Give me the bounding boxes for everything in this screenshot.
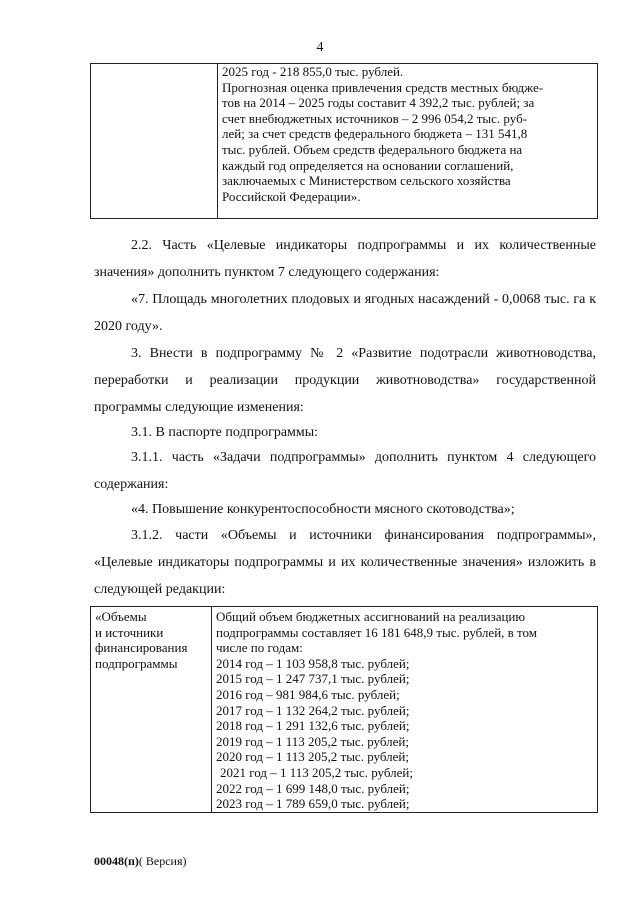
table-line: 2022 год – 1 699 148,0 тыс. рублей; [216, 780, 410, 796]
table-cell-right [218, 64, 598, 219]
table-line: Общий объем бюджетных ассигнований на реализацию [216, 609, 526, 624]
table-line: лей; за счет средств федерального бюджета – 131 541,8 [222, 126, 528, 142]
paragraph-text: 3. Внести в подпрограмму № 2 «Развитие подотрасли животноводства, переработки и реализации продукции животноводства» государственной программы следующие изменения: [94, 346, 596, 415]
table-line: 2023 год – 1 789 659,0 тыс. рублей; [216, 796, 410, 812]
paragraph-text: 3.1.1. часть «Задачи подпрограммы» дополнить пунктом 4 следующего содержания: [94, 450, 596, 492]
document-footer [94, 854, 187, 869]
paragraph-item-7 [94, 286, 596, 340]
table-line: финансирования [95, 640, 188, 656]
table-line: тыс. рублей. Объем средств федерального бюджета на [222, 141, 523, 157]
paragraph-3-1-1 [94, 444, 596, 498]
table-line: счет внебюджетных источников – 2 996 054,2 тыс. руб- [222, 110, 528, 126]
table-line: заключаемых с Министерством сельского хозяйства [222, 173, 511, 189]
table-line: подпрограммы составляет 16 181 648,9 тыс. рублей, в том [216, 624, 538, 640]
table-line: числе по годам: [216, 640, 303, 656]
table-line: 2014 год – 1 103 958,8 тыс. рублей; [216, 655, 410, 671]
footer-code: 00048(п) [94, 854, 139, 868]
table-row [91, 64, 598, 219]
table-line: Прогнозная оценка привлечения средств местных бюдже- [222, 79, 544, 95]
paragraph-2-2 [94, 232, 596, 286]
table-cell-left [91, 607, 212, 813]
paragraph-text: 3.1.2. части «Объемы и источники финансирования подпрограммы», «Целевые индикаторы подпрограммы и их количественные значения» изложить в следующей редакции: [94, 528, 596, 597]
paragraph-text: 3.1. В паспорте подпрограммы: [131, 425, 319, 440]
paragraph-3-1 [94, 419, 596, 446]
table-line: подпрограммы [95, 655, 178, 671]
table-line: 2020 год – 1 113 205,2 тыс. рублей; [216, 749, 409, 765]
table-line: 2017 год – 1 132 264,2 тыс. рублей; [216, 702, 410, 718]
paragraph-text: «7. Площадь многолетних плодовых и ягодных насаждений - 0,0068 тыс. га к 2020 году». [94, 292, 596, 334]
table-line: 2015 год – 1 247 737,1 тыс. рублей; [216, 671, 410, 687]
paragraph-3-1-2 [94, 522, 596, 603]
table-line: и источники [95, 624, 164, 640]
table-line: тов на 2014 – 2025 годы составит 4 392,2 тыс. рублей; за [222, 95, 535, 111]
table-line: 2016 год – 981 984,6 тыс. рублей; [216, 686, 400, 702]
paragraph-text: 2.2. Часть «Целевые индикаторы подпрограммы и их количественные значения» дополнить пунктом 7 следующего содержания: [94, 238, 596, 280]
funding-table [90, 606, 598, 813]
table-row [91, 607, 598, 813]
table-cell-left [91, 64, 218, 219]
table-line: 2019 год – 1 113 205,2 тыс. рублей; [216, 733, 409, 749]
table-line: 2018 год – 1 291 132,6 тыс. рублей; [216, 718, 410, 734]
footer-version: ( Версия) [138, 854, 187, 868]
funding-table-continuation [90, 63, 598, 219]
table-line: 2021 год – 1 113 205,2 тыс. рублей; [220, 764, 413, 780]
table-cell-right [212, 607, 598, 813]
paragraph-3 [94, 340, 596, 421]
table-line: Российской Федерации». [222, 188, 361, 204]
table-line: «Объемы [95, 609, 147, 624]
page-number: 4 [316, 40, 324, 55]
paragraph-text: «4. Повышение конкурентоспособности мясного скотоводства»; [131, 502, 515, 517]
table-line: 2025 год - 218 855,0 тыс. рублей. [222, 64, 404, 79]
paragraph-item-4 [94, 496, 596, 523]
table-line: каждый год определяется на основании соглашений, [222, 157, 514, 173]
